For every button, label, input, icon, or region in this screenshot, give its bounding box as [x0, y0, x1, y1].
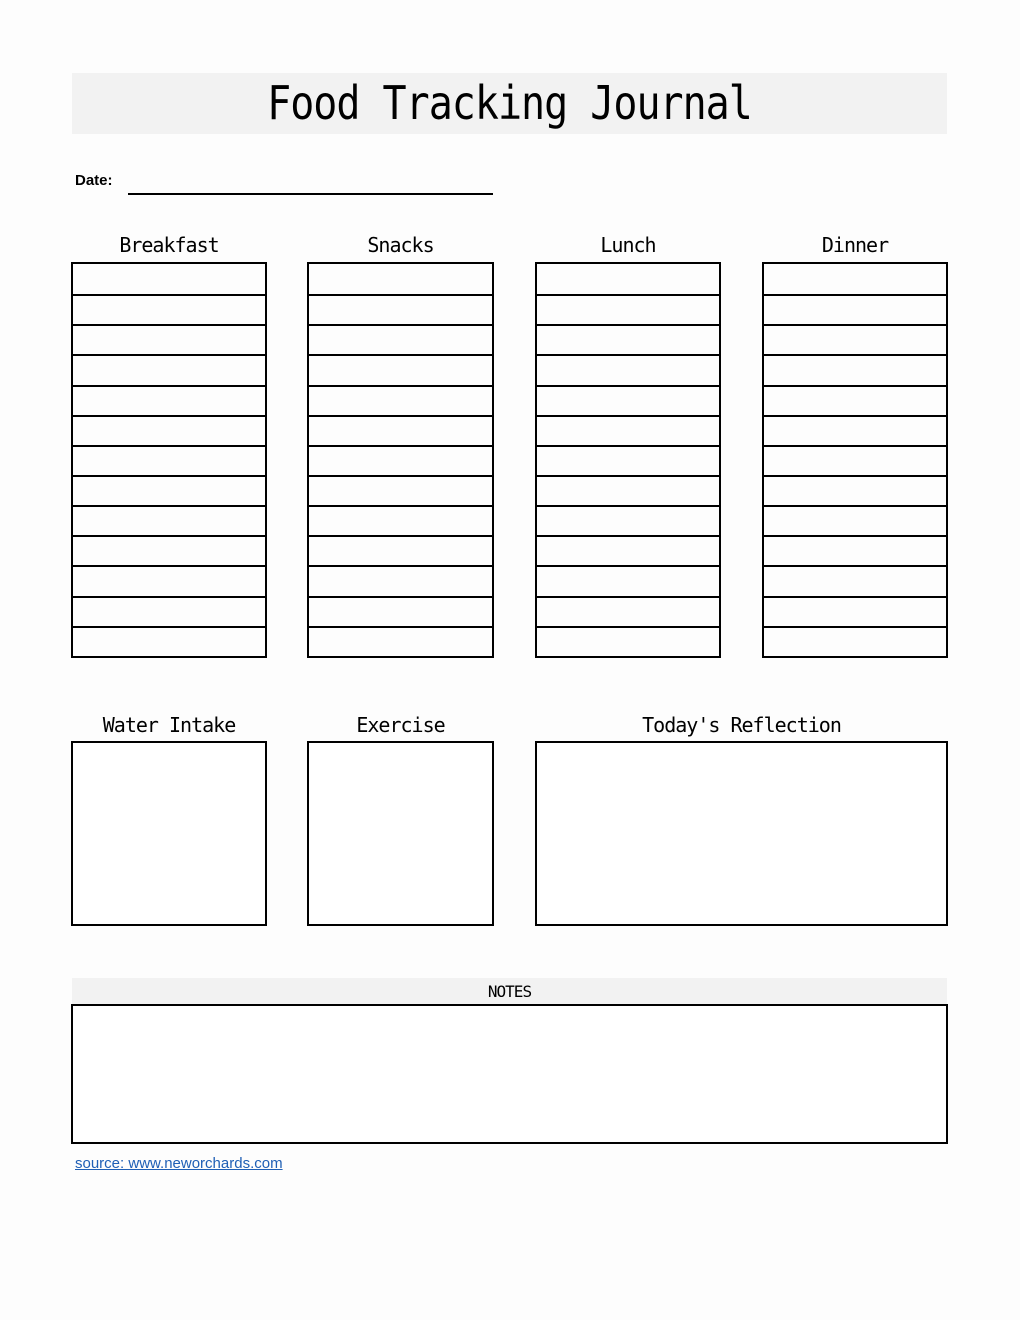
meal-entry-row[interactable]: [537, 535, 719, 565]
meal-entry-row[interactable]: [73, 264, 265, 294]
meal-entry-row[interactable]: [309, 264, 492, 294]
meal-entry-row[interactable]: [764, 294, 946, 324]
meal-entry-row[interactable]: [309, 626, 492, 656]
meal-entry-row[interactable]: [309, 445, 492, 475]
meal-entry-row[interactable]: [537, 565, 719, 595]
lunch-table: [535, 262, 721, 658]
breakfast-table: [71, 262, 267, 658]
meal-entry-row[interactable]: [764, 264, 946, 294]
meal-entry-row[interactable]: [73, 324, 265, 354]
notes-header: [72, 978, 947, 1004]
notes-label: NOTES: [487, 981, 532, 1001]
meal-entry-row[interactable]: [73, 354, 265, 384]
page-title: Food Tracking Journal: [267, 77, 752, 130]
date-field[interactable]: [128, 193, 493, 195]
meal-entry-row[interactable]: [537, 294, 719, 324]
meal-entry-row[interactable]: [537, 445, 719, 475]
reflection-label: Today's Reflection: [642, 713, 841, 737]
meal-entry-row[interactable]: [309, 354, 492, 384]
meal-entry-row[interactable]: [309, 294, 492, 324]
meal-entry-row[interactable]: [764, 565, 946, 595]
meal-entry-row[interactable]: [537, 475, 719, 505]
lunch-label: Lunch: [600, 233, 656, 257]
meal-entry-row[interactable]: [537, 505, 719, 535]
meal-entry-row[interactable]: [309, 385, 492, 415]
meal-entry-row[interactable]: [73, 505, 265, 535]
meal-entry-row[interactable]: [73, 445, 265, 475]
meal-entry-row[interactable]: [537, 264, 719, 294]
meal-entry-row[interactable]: [73, 535, 265, 565]
dinner-label: Dinner: [821, 233, 889, 257]
meal-entry-row[interactable]: [309, 565, 492, 595]
dinner-table: [762, 262, 948, 658]
meal-entry-row[interactable]: [764, 415, 946, 445]
water-intake-box[interactable]: [71, 741, 267, 926]
meal-entry-row[interactable]: [764, 475, 946, 505]
water-intake-label: Water Intake: [102, 713, 236, 737]
meal-entry-row[interactable]: [309, 535, 492, 565]
meal-entry-row[interactable]: [764, 385, 946, 415]
meal-entry-row[interactable]: [309, 324, 492, 354]
meal-entry-row[interactable]: [764, 445, 946, 475]
meal-entry-row[interactable]: [764, 535, 946, 565]
meal-entry-row[interactable]: [309, 505, 492, 535]
meal-entry-row[interactable]: [537, 626, 719, 656]
meal-entry-row[interactable]: [537, 415, 719, 445]
meal-entry-row[interactable]: [764, 596, 946, 626]
meal-entry-row[interactable]: [309, 475, 492, 505]
meal-entry-row[interactable]: [73, 415, 265, 445]
meal-entry-row[interactable]: [537, 596, 719, 626]
exercise-label: Exercise: [356, 713, 445, 737]
date-label: Date:: [75, 172, 113, 189]
meal-entry-row[interactable]: [537, 385, 719, 415]
meal-entry-row[interactable]: [73, 475, 265, 505]
meal-entry-row[interactable]: [764, 505, 946, 535]
notes-box[interactable]: [71, 1004, 948, 1144]
meal-entry-row[interactable]: [309, 596, 492, 626]
reflection-box[interactable]: [535, 741, 948, 926]
meal-entry-row[interactable]: [73, 626, 265, 656]
meal-entry-row[interactable]: [309, 415, 492, 445]
meal-entry-row[interactable]: [537, 324, 719, 354]
snacks-label: Snacks: [367, 233, 434, 257]
exercise-box[interactable]: [307, 741, 494, 926]
meal-entry-row[interactable]: [73, 596, 265, 626]
source-link[interactable]: source: www.neworchards.com: [75, 1155, 283, 1172]
meal-entry-row[interactable]: [764, 354, 946, 384]
meal-entry-row[interactable]: [73, 565, 265, 595]
meal-entry-row[interactable]: [73, 385, 265, 415]
snacks-table: [307, 262, 494, 658]
meal-entry-row[interactable]: [73, 294, 265, 324]
meal-entry-row[interactable]: [537, 354, 719, 384]
meal-entry-row[interactable]: [764, 324, 946, 354]
title-bar: [72, 73, 947, 134]
meal-entry-row[interactable]: [764, 626, 946, 656]
breakfast-label: Breakfast: [119, 233, 219, 257]
